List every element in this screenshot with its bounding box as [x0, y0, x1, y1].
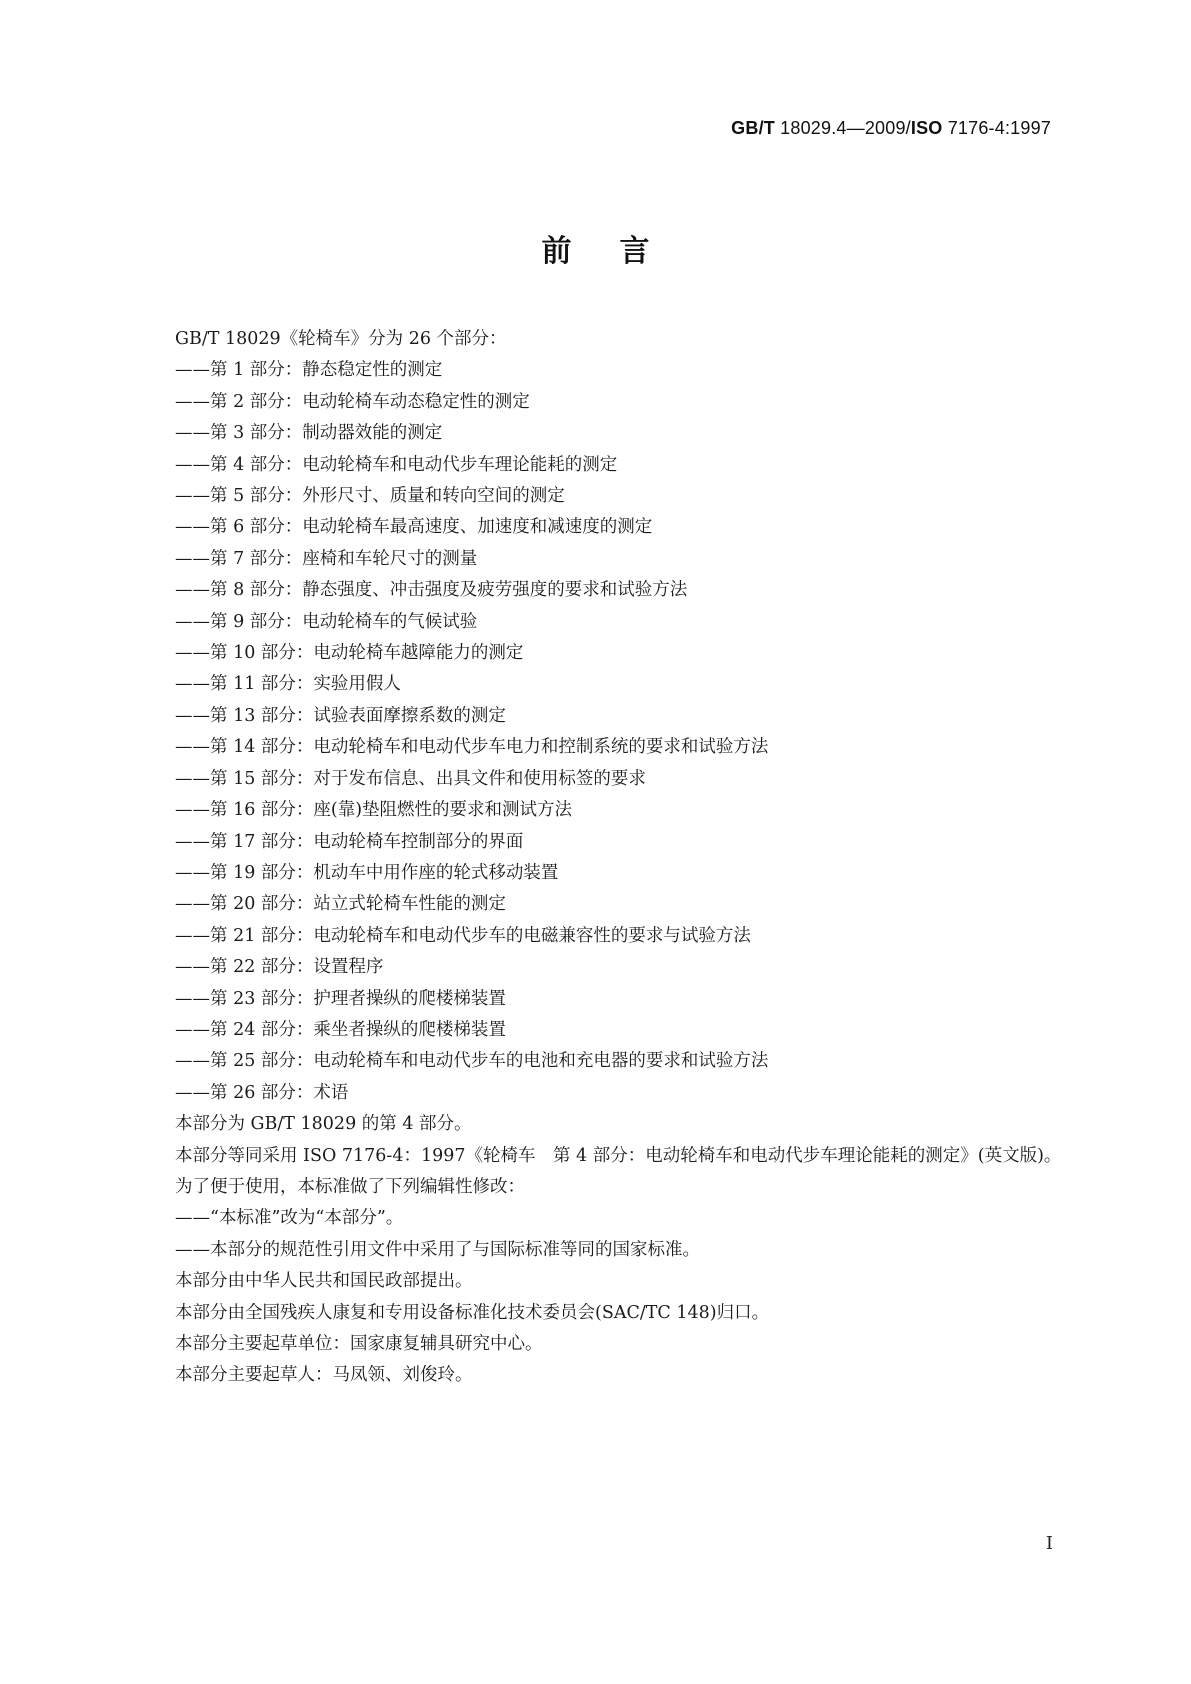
- part-list-item: ——第 10 部分：电动轮椅车越障能力的测定: [175, 643, 524, 664]
- part-list-item: ——第 11 部分：实验用假人: [175, 674, 401, 695]
- page-number: I: [1045, 1533, 1053, 1554]
- drafters: 本部分主要起草人：马凤领、刘俊玲。: [175, 1365, 473, 1386]
- part-list-item: ——第 23 部分：护理者操纵的爬楼梯装置: [175, 988, 506, 1009]
- part-list-item: ——第 16 部分：座(靠)垫阻燃性的要求和测试方法: [175, 800, 573, 821]
- part-list-item: ——第 6 部分：电动轮椅车最高速度、加速度和减速度的测定: [175, 517, 653, 538]
- part-list-item: ——第 21 部分：电动轮椅车和电动代步车的电磁兼容性的要求与试验方法: [175, 925, 751, 946]
- part-list-item: ——第 3 部分：制动器效能的测定: [175, 423, 443, 444]
- part-list-item: ——第 4 部分：电动轮椅车和电动代步车理论能耗的测定: [175, 454, 618, 475]
- drafting-unit: 本部分主要起草单位：国家康复辅具研究中心。: [175, 1334, 543, 1354]
- adoption-paragraph: 本部分等同采用 ISO 7176-4：1997《轮椅车 第 4 部分：电动轮椅车和电动代步车理论能耗的测定》(英文版)。: [175, 1145, 1062, 1166]
- parts-list: [130, 355, 1070, 1109]
- part-list-item: ——第 8 部分：静态强度、冲击强度及疲劳强度的要求和试验方法: [175, 580, 688, 601]
- code-number: 18029.4—2009/: [780, 118, 911, 138]
- part-list-item: ——第 5 部分：外形尺寸、质量和转向空间的测定: [175, 486, 565, 507]
- part-list-item: ——第 14 部分：电动轮椅车和电动代步车电力和控制系统的要求和试验方法: [175, 737, 769, 758]
- part-list-item: ——第 15 部分：对于发布信息、出具文件和使用标签的要求: [175, 768, 646, 789]
- part4-statement: 本部分为 GB/T 18029 的第 4 部分。: [175, 1114, 472, 1135]
- editorial-change-item: ——“本标准”改为“本部分”。: [175, 1208, 404, 1229]
- part-list-item: ——第 25 部分：电动轮椅车和电动代步车的电池和充电器的要求和试验方法: [175, 1051, 769, 1072]
- part-list-item: ——第 24 部分：乘坐者操纵的爬楼梯装置: [175, 1019, 506, 1040]
- page-title: 前言: [541, 234, 698, 269]
- part-list-item: ——第 26 部分：术语: [175, 1082, 349, 1103]
- part-list-item: ——第 1 部分：静态稳定性的测定: [175, 360, 443, 381]
- part-list-item: ——第 19 部分：机动车中用作座的轮式移动装置: [175, 862, 559, 883]
- managed-by: 本部分由全国残疾人康复和专用设备标准化技术委员会(SAC/TC 148)归口。: [175, 1302, 770, 1323]
- foreword-body: [130, 324, 1070, 1392]
- part-list-item: ——第 9 部分：电动轮椅车的气候试验: [175, 611, 478, 632]
- editorial-change-item: ——本部分的规范性引用文件中采用了与国际标准等同的国家标准。: [175, 1239, 700, 1260]
- part-list-item: ——第 20 部分：站立式轮椅车性能的测定: [175, 894, 506, 915]
- code-iso-number: 7176-4:1997: [947, 118, 1051, 138]
- proposed-by: 本部分由中华人民共和国民政部提出。: [175, 1271, 473, 1292]
- code-iso: ISO: [910, 118, 943, 138]
- part-list-item: ——第 2 部分：电动轮椅车动态稳定性的测定: [175, 391, 530, 412]
- standard-code-header: [731, 118, 1051, 139]
- intro-paragraph: GB/T 18029《轮椅车》分为 26 个部分：: [175, 329, 507, 349]
- editorial-intro: 为了便于使用，本标准做了下列编辑性修改：: [175, 1176, 525, 1197]
- part-list-item: ——第 17 部分：电动轮椅车控制部分的界面: [175, 831, 524, 852]
- code-prefix: GB/T: [731, 118, 775, 138]
- part-list-item: ——第 7 部分：座椅和车轮尺寸的测量: [175, 548, 478, 569]
- part-list-item: ——第 13 部分：试验表面摩擦系数的测定: [175, 705, 506, 726]
- part-list-item: ——第 22 部分：设置程序: [175, 957, 384, 978]
